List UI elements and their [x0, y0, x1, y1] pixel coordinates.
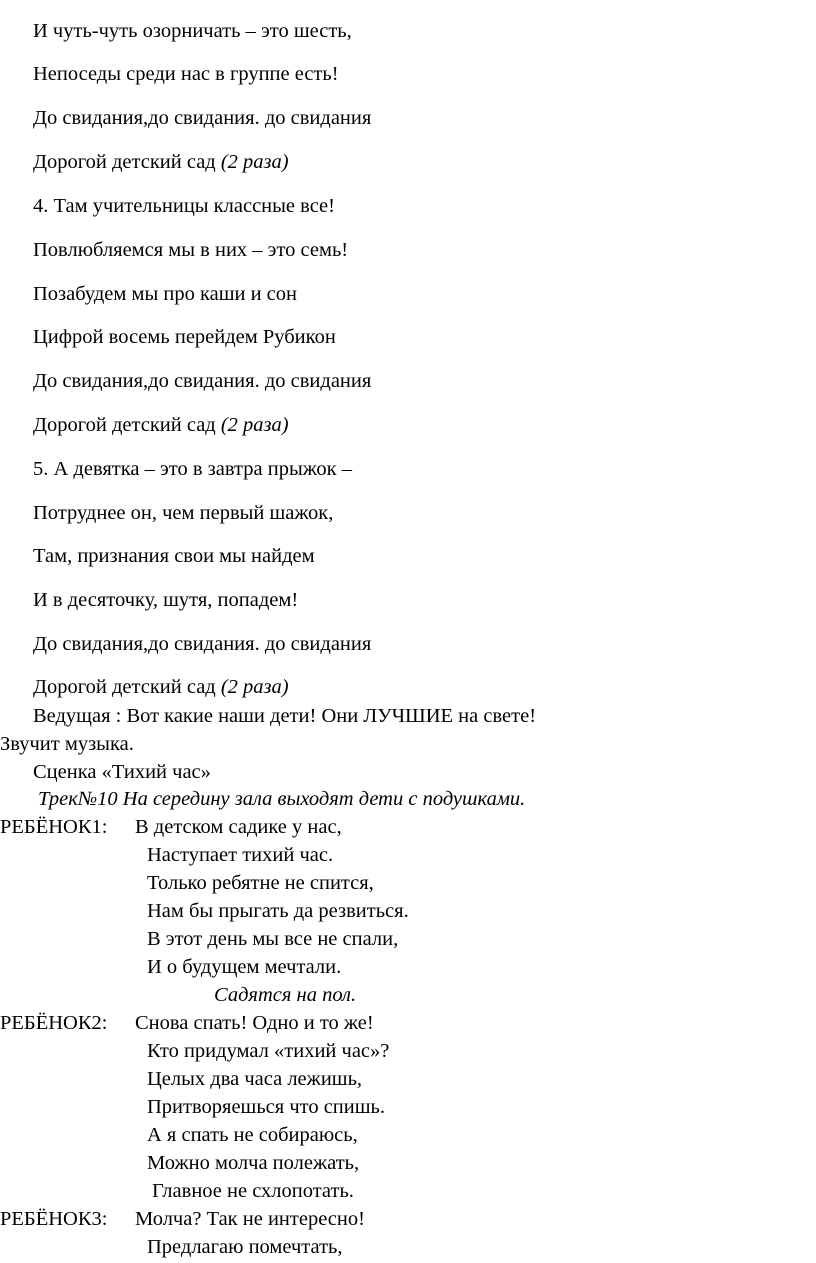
song-line-3: До свидания,до свидания. до свидания [33, 107, 372, 129]
child2-line-5: А я спать не собираюсь, [147, 1124, 358, 1146]
child1-label: РЕБЁНОК1: [0, 816, 108, 838]
child2-line-2: Кто придумал «тихий час»? [147, 1040, 390, 1062]
track-direction: Трек№10 На середину зала выходят дети с подушками. [38, 788, 526, 810]
child1-line-5: В этот день мы все не спали, [147, 928, 399, 950]
song-line-15: До свидания,до свидания. до свидания [33, 633, 372, 655]
stage-direction: Садятся на пол. [214, 984, 357, 1006]
song-line-12: Потруднее он, чем первый шажок, [33, 502, 334, 524]
song-line-1: И чуть-чуть озорничать – это шесть, [33, 20, 352, 42]
song-line-16 [33, 677, 289, 698]
child2-line-7: Главное не схлопотать. [152, 1180, 354, 1202]
repeat-note: (2 раза) [220, 414, 289, 436]
music-line: Звучит музыка. [0, 733, 134, 755]
child2-label: РЕБЁНОК2: [0, 1012, 108, 1034]
repeat-note: (2 раза) [220, 676, 289, 698]
song-line-16-text: Дорогой детский сад [33, 676, 221, 698]
child1-line-6: И о будущем мечтали. [147, 956, 342, 978]
song-line-10-text: Дорогой детский сад [33, 414, 221, 436]
scene-title: Сценка «Тихий час» [33, 761, 211, 783]
song-line-6: Повлюбляемся мы в них – это семь! [33, 239, 349, 261]
song-line-14: И в десяточку, шутя, попадем! [33, 589, 299, 611]
song-line-4 [33, 152, 289, 173]
song-line-4-text: Дорогой детский сад [33, 151, 221, 173]
child1-line-2: Наступает тихий час. [147, 844, 334, 866]
song-line-9: До свидания,до свидания. до свидания [33, 370, 372, 392]
song-line-8: Цифрой восемь перейдем Рубикон [33, 326, 336, 348]
song-line-10 [33, 415, 289, 436]
song-line-7: Позабудем мы про каши и сон [33, 283, 297, 305]
host-line: Ведущая : Вот какие наши дети! Они ЛУЧШИЕ на свете! [33, 705, 537, 727]
child2-line-1: Снова спать! Одно и то же! [135, 1012, 374, 1034]
song-line-5: 4. Там учительницы классные все! [33, 195, 335, 217]
child3-line-2: Предлагаю помечтать, [147, 1236, 343, 1258]
child3-label: РЕБЁНОК3: [0, 1208, 108, 1230]
song-line-2: Непоседы среди нас в группе есть! [33, 63, 339, 85]
song-line-13: Там, признания свои мы найдем [33, 545, 315, 567]
song-line-11: 5. А девятка – это в завтра прыжок – [33, 458, 352, 480]
child1-line-1: В детском садике у нас, [135, 816, 342, 838]
repeat-note: (2 раза) [220, 151, 289, 173]
child2-line-3: Целых два часа лежишь, [147, 1068, 363, 1090]
child2-line-4: Притворяешься что спишь. [147, 1096, 386, 1118]
child2-line-6: Можно молча полежать, [147, 1152, 360, 1174]
child1-line-3: Только ребятне не спится, [147, 872, 374, 894]
child1-line-4: Нам бы прыгать да резвиться. [147, 900, 409, 922]
child3-line-1: Молча? Так не интересно! [135, 1208, 365, 1230]
